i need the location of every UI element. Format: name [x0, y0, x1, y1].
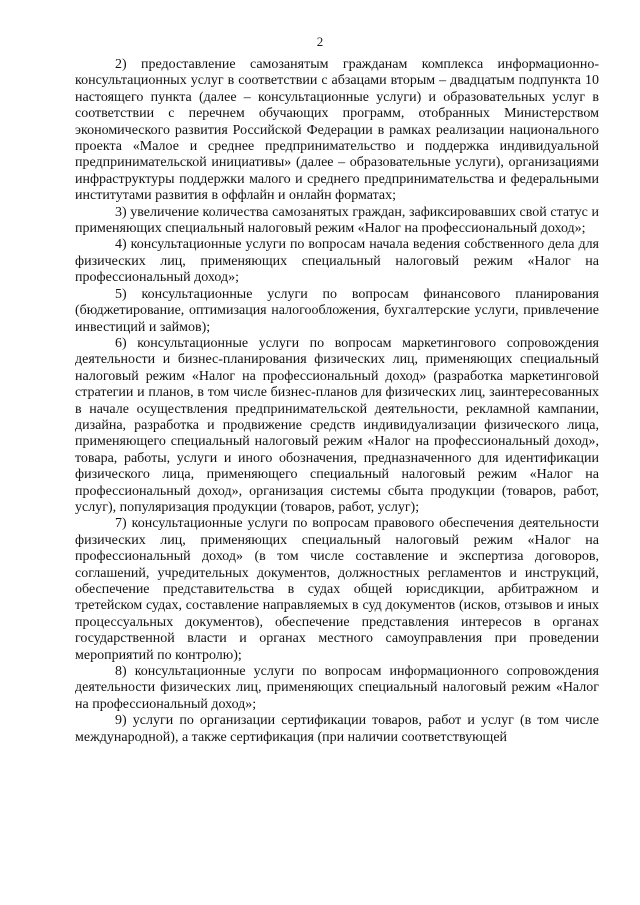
list-item-3: 3) увеличение количества самозанятых граждан, зафиксировавших свой статус и применяющих специальный налоговый режим «Налог на профессиональный доход»; [75, 204, 599, 237]
document-body [75, 57, 599, 746]
list-item-5: 5) консультационные услуги по вопросам финансового планирования (бюджетирование, оптимизация налогообложения, бухгалтерские услуги, привлечение инвестиций и займов); [75, 286, 599, 335]
list-item-2: 2) предоставление самозанятым гражданам комплекса информационно-консультационных услуг в соответствии с абзацами вторым – двадцатым подпункта 10 настоящего пункта (далее – консультационные услуги) и образовательных услуг в соответствии с перечнем обучающих программ, отобранных Министерством экономического развития Российской Федерации в рамках реализации национального проекта «Малое и среднее предпринимательство и поддержка индивидуальной предпринимательской инициативы» (далее – образовательные услуги), организациями инфраструктуры поддержки малого и среднего предпринимательства и федеральными институтами развития в оффлайн и онлайн форматах; [75, 57, 599, 204]
list-item-8: 8) консультационные услуги по вопросам информационного сопровождения деятельности физических лиц, применяющих специальный налоговый режим «Налог на профессиональный доход»; [75, 664, 599, 712]
page-number: 2 [316, 34, 324, 49]
list-item-9: 9) услуги по организации сертификации товаров, работ и услуг (в том числе международной), а также сертификация (при наличии соответствующей [75, 713, 599, 745]
list-item-6: 6) консультационные услуги по вопросам маркетингового сопровождения деятельности и бизнес-планирования физических лиц, применяющих специальный налоговый режим «Налог на профессиональный доход» (разработка маркетинговой стратегии и планов, в том числе бизнес-планов для физических лиц, заинтересованных в начале осуществления предпринимательской деятельности, рекламной кампании, дизайна, разработка и продвижение средств индивидуализации физического лица, применяющего специальный налоговый режим «Налог на профессиональный доход», товара, работы, услуги и иного обозначения, предназначенного для идентификации физического лица, применяющего специальный налоговый режим «Налог на профессиональный доход», организация системы сбыта продукции (товаров, работ, услуг), популяризация продукции (товаров, работ, услуг); [75, 335, 599, 515]
list-item-4: 4) консультационные услуги по вопросам начала ведения собственного дела для физических лиц, применяющих специальный налоговый режим «Налог на профессиональный доход»; [75, 237, 599, 286]
list-item-7: 7) консультационные услуги по вопросам правового обеспечения деятельности физических лиц, применяющих специальный налоговый режим «Налог на профессиональный доход» (в том числе составление и экспертиза договоров, соглашений, учредительных документов, должностных регламентов и инструкций, обеспечение представительства в судах общей юрисдикции, арбитражном и третейском судах, составление направляемых в суд документов (исков, отзывов и иных процессуальных документов), обеспечение представления интересов в органах государственной власти и органах местного самоуправления при проведении мероприятий по контролю); [75, 516, 599, 663]
